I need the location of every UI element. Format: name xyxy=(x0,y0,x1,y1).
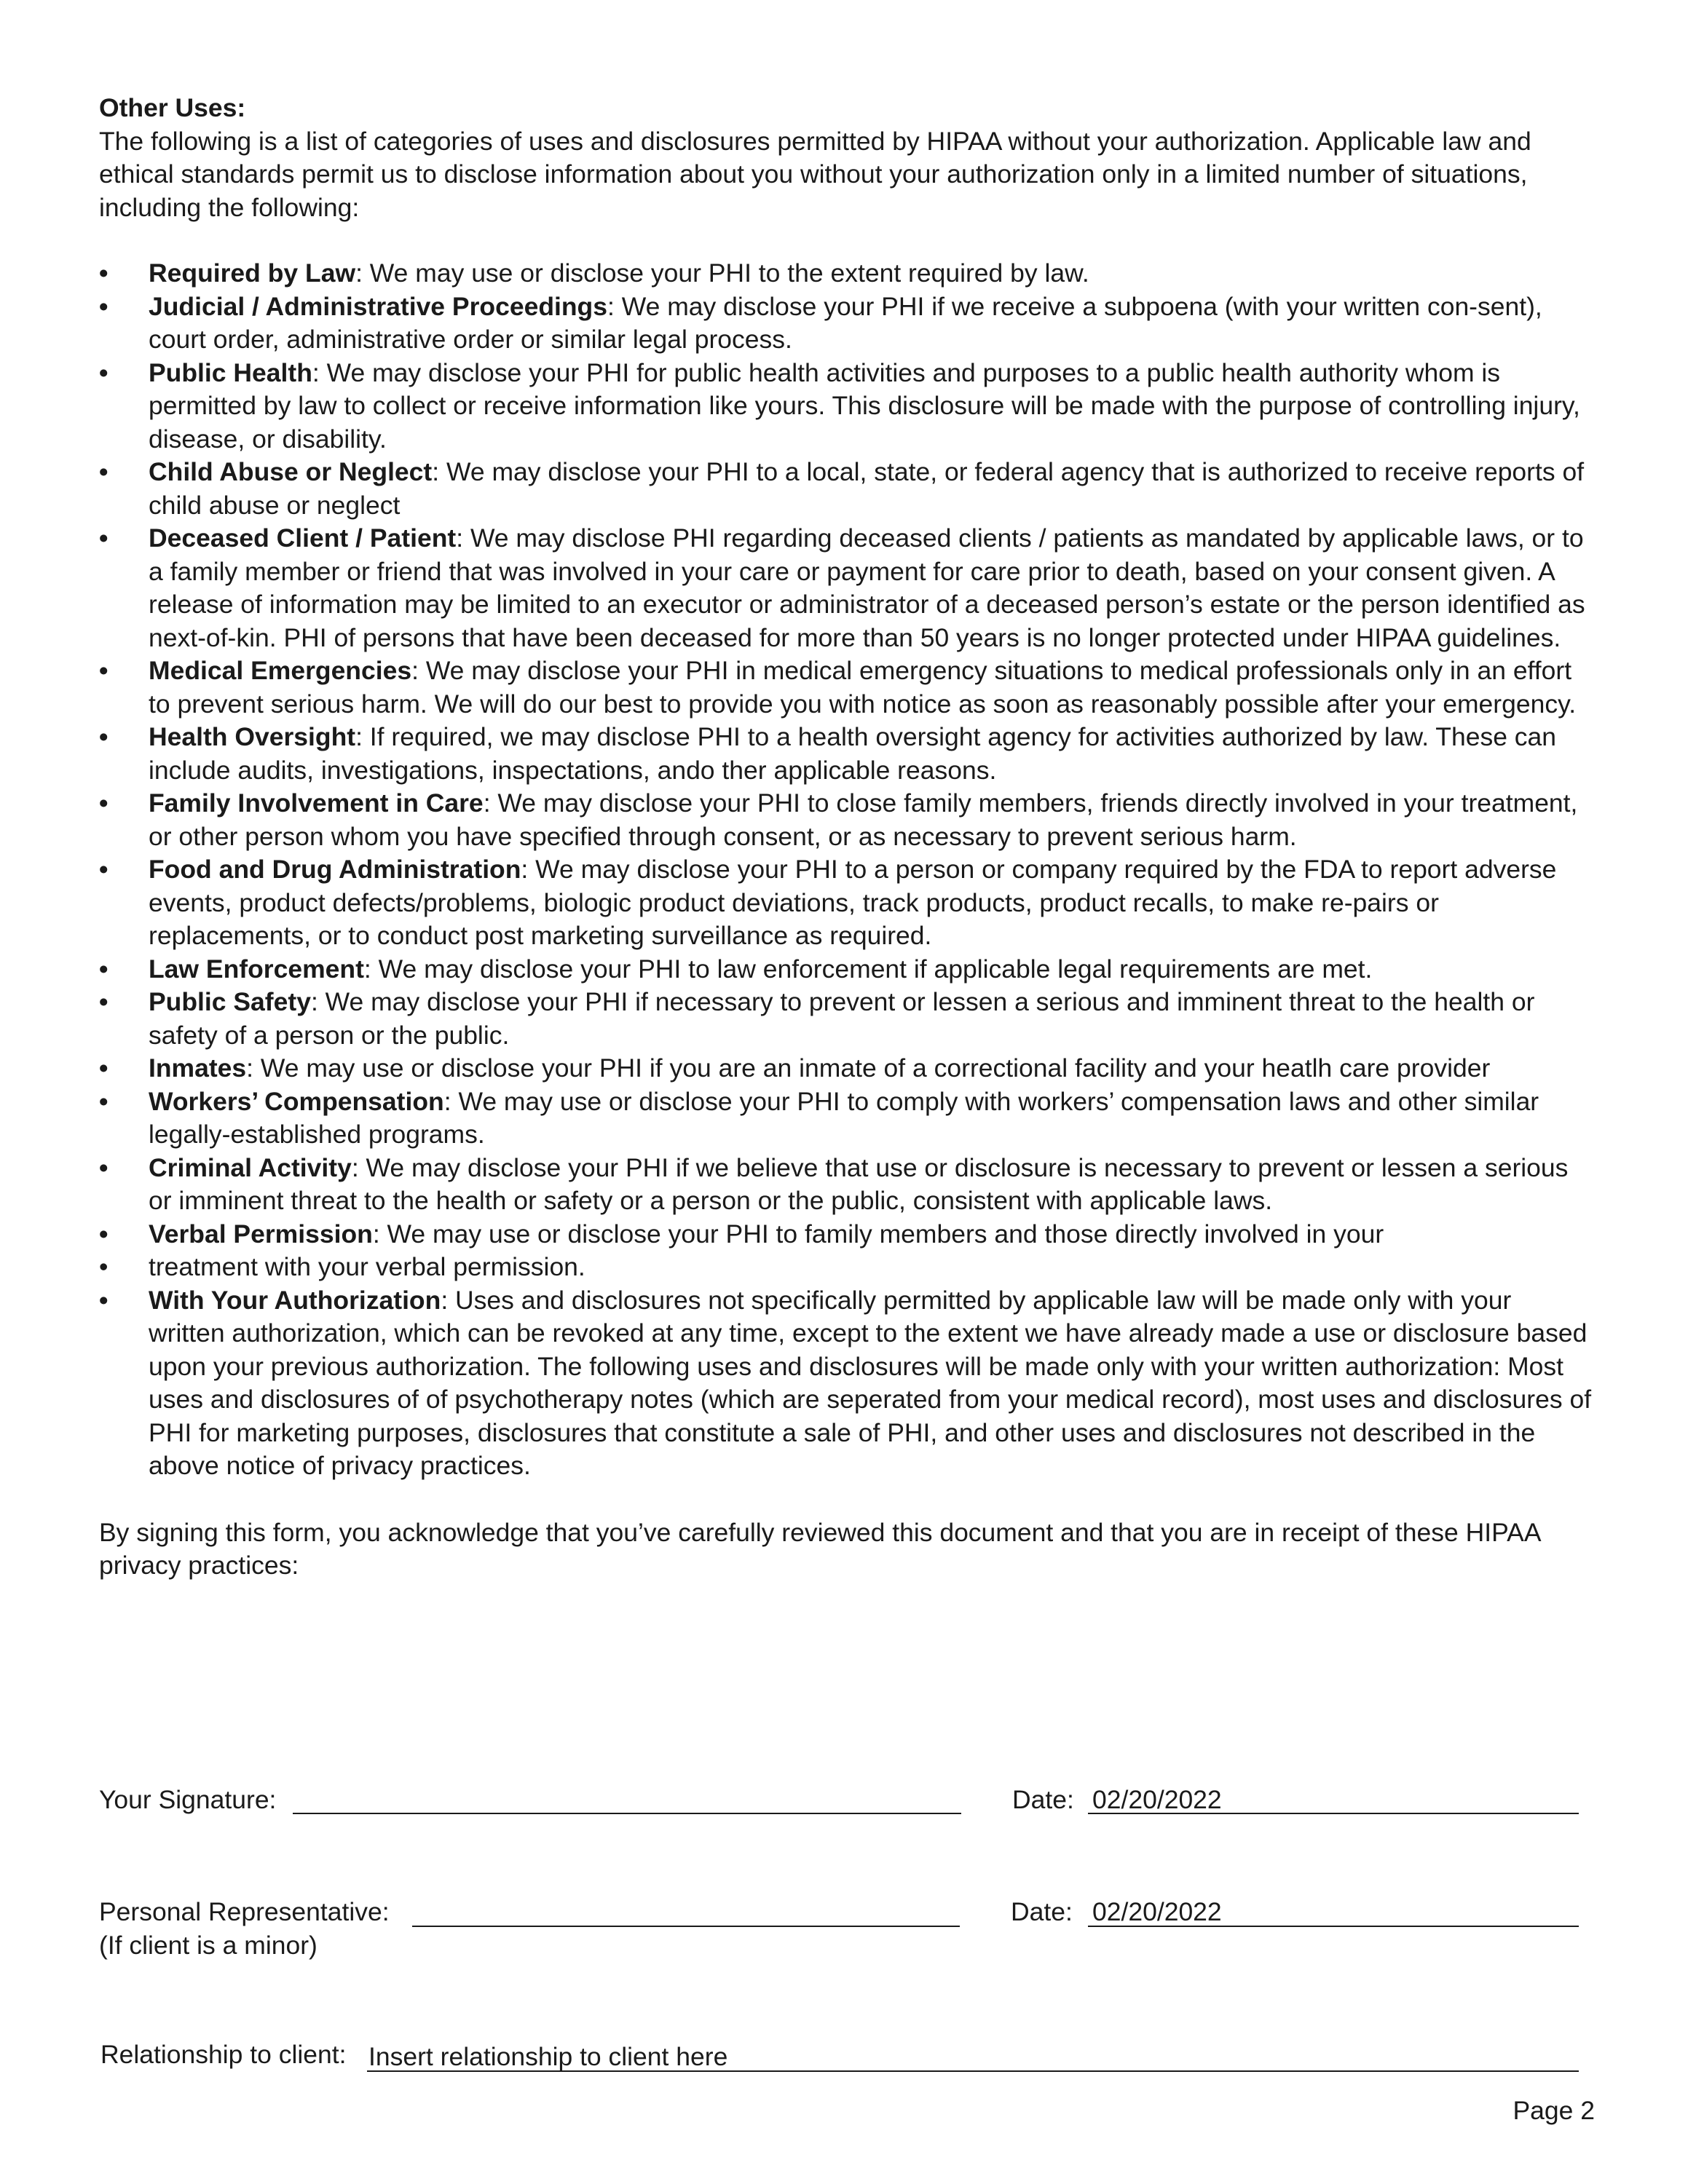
disclosure-term: Food and Drug Administration xyxy=(149,855,521,884)
disclosure-item xyxy=(99,257,1592,290)
disclosure-description: : We may disclose your PHI to law enforcement if applicable legal requirements are met. xyxy=(363,954,1373,984)
representative-note: (If client is a minor) xyxy=(99,1931,318,1960)
bullet-marker: • xyxy=(99,788,109,818)
disclosure-item xyxy=(99,1251,1592,1284)
your-signature-label: Your Signature: xyxy=(99,1785,277,1814)
bullet-marker: • xyxy=(99,357,109,387)
disclosure-term: Medical Emergencies xyxy=(149,656,412,685)
disclosure-item xyxy=(99,986,1592,1052)
disclosure-description: : Uses and disclosures not specifically permitted by applicable law will be made only with your written authorization, which can be revoked at any time, except to the extent we have already made a use or disclosure based upon your previous authorization. The following uses and disclosures will be made only with your written authorization: Most uses and disclosures of of psychotherapy notes (which are seperated from your medical record), most uses and disclosures of PHI for marketing purposes, disclosures that constitute a sale of PHI, and other uses and disclosures not described in the above notice of privacy practices. xyxy=(149,1285,1592,1480)
disclosure-term: Public Safety xyxy=(149,987,311,1016)
disclosure-item xyxy=(99,1284,1592,1483)
signature-date-field[interactable]: 02/20/2022 xyxy=(1092,1785,1222,1814)
disclosure-term: Judicial / Administrative Proceedings xyxy=(149,291,607,321)
page-number: Page 2 xyxy=(1513,2096,1595,2125)
signature-date-label: Date: xyxy=(1012,1785,1074,1814)
disclosure-term: Child Abuse or Neglect xyxy=(149,457,433,486)
disclosure-description: : We may disclose your PHI if we receive a subpoena (with your written con-sent), court order, administrative order or similar legal process. xyxy=(149,291,1542,354)
disclosure-description: treatment with your verbal permission. xyxy=(149,1252,585,1281)
disclosure-term: Law Enforcement xyxy=(149,954,364,984)
representative-date-field[interactable]: 02/20/2022 xyxy=(1092,1897,1222,1926)
section-heading: Other Uses: xyxy=(99,93,246,122)
disclosure-term: Required by Law xyxy=(149,258,356,288)
disclosure-description: : We may use or disclose your PHI to the extent required by law. xyxy=(355,258,1089,288)
disclosure-term: Health Oversight xyxy=(149,722,356,751)
disclosure-description: : We may disclose your PHI to a person or company required by the FDA to report adverse events, product defects/problems, biologic product deviations, track products, product recalls, to make re-pairs or replacements, or to conduct post marketing surveillance as required. xyxy=(149,855,1557,950)
disclosure-item xyxy=(99,522,1592,654)
disclosure-item xyxy=(99,290,1592,357)
disclosure-item xyxy=(99,853,1592,953)
disclosure-description: : We may disclose your PHI to a local, state, or federal agency that is authorized to receive reports of child abuse or neglect xyxy=(149,457,1585,520)
bullet-marker: • xyxy=(99,523,109,553)
disclosure-item xyxy=(99,654,1592,721)
bullet-marker: • xyxy=(99,457,109,486)
disclosure-term: Family Involvement in Care xyxy=(149,788,484,818)
section-intro: The following is a list of categories of uses and disclosures permitted by HIPAA without your authorization. Applicable law and ethical standards permit us to disclose information about you without your authorization only in a limited number of situations, including the following: xyxy=(99,126,1531,222)
bullet-marker: • xyxy=(99,1152,109,1182)
bullet-marker: • xyxy=(99,1086,109,1116)
bullet-marker: • xyxy=(99,1285,109,1315)
disclosure-list xyxy=(99,257,1592,1483)
relationship-field[interactable]: Insert relationship to client here xyxy=(368,2042,728,2071)
bullet-marker: • xyxy=(99,258,109,288)
disclosure-term: Inmates xyxy=(149,1053,247,1083)
disclosure-item xyxy=(99,1152,1592,1218)
disclosure-description: : We may use or disclose your PHI if you are an inmate of a correctional facility and your heatlh care provider xyxy=(246,1053,1491,1083)
disclosure-item xyxy=(99,1052,1592,1085)
disclosure-item xyxy=(99,1218,1592,1251)
bullet-marker: • xyxy=(99,1053,109,1083)
your-signature-line[interactable] xyxy=(293,1813,961,1814)
representative-label: Personal Representative: xyxy=(99,1897,390,1926)
disclosure-item xyxy=(99,1085,1592,1152)
bullet-marker: • xyxy=(99,987,109,1016)
disclosure-item xyxy=(99,456,1592,522)
disclosure-description: : We may use or disclose your PHI to comply with workers’ compensation laws and other similar legally-established programs. xyxy=(149,1086,1539,1149)
disclosure-item xyxy=(99,787,1592,853)
bullet-marker: • xyxy=(99,954,109,984)
acknowledgement-text: By signing this form, you acknowledge that you’ve carefully reviewed this document and that you are in receipt of these HIPAA privacy practices: xyxy=(99,1517,1540,1580)
disclosure-description: : We may disclose your PHI for public health activities and purposes to a public health authority whom is permitted by law to collect or receive information like yours. This disclosure will be made with the purpose of controlling injury, disease, or disability. xyxy=(149,357,1580,454)
disclosure-term: Workers’ Compensation xyxy=(149,1086,444,1116)
disclosure-term: Public Health xyxy=(149,357,312,387)
disclosure-description: : We may disclose your PHI in medical emergency situations to medical professionals only in an effort to prevent serious harm. We will do our best to provide you with notice as soon as reasonably possible after your emergency. xyxy=(149,656,1577,719)
disclosure-description: : We may disclose your PHI if we believe that use or disclosure is necessary to prevent or lessen a serious or imminent threat to the health or safety or a person or the public, consistent with applicable laws. xyxy=(149,1152,1569,1215)
disclosure-description: : If required, we may disclose PHI to a health oversight agency for activities authorized by law. These can include audits, investigations, inspectations, ando ther applicable reasons. xyxy=(149,722,1557,785)
disclosure-description: : We may disclose your PHI if necessary to prevent or lessen a serious and imminent threat to the health or safety of a person or the public. xyxy=(149,987,1535,1050)
disclosure-item xyxy=(99,953,1592,986)
disclosure-term: Verbal Permission xyxy=(149,1219,373,1249)
disclosure-term: With Your Authorization xyxy=(149,1285,441,1315)
disclosure-term: Criminal Activity xyxy=(149,1152,352,1182)
representative-signature-line[interactable] xyxy=(412,1926,960,1927)
bullet-marker: • xyxy=(99,1219,109,1249)
relationship-label: Relationship to client: xyxy=(100,2040,347,2069)
bullet-marker: • xyxy=(99,855,109,884)
disclosure-term: Deceased Client / Patient xyxy=(149,523,457,553)
disclosure-description: : We may disclose your PHI to close family members, friends directly involved in your treatment, or other person whom you have specified through consent, or as necessary to prevent serious harm. xyxy=(149,788,1578,851)
disclosure-item xyxy=(99,721,1592,787)
disclosure-description: : We may use or disclose your PHI to family members and those directly involved in your xyxy=(372,1219,1384,1249)
bullet-marker: • xyxy=(99,656,109,685)
other-uses-section xyxy=(99,92,1592,1583)
disclosure-item xyxy=(99,357,1592,456)
bullet-marker: • xyxy=(99,722,109,751)
disclosure-description: : We may disclose PHI regarding deceased clients / patients as mandated by applicable laws, or to a family member or friend that was involved in your care or payment for care prior to death, based on your consent given. A release of information may be limited to an executor or administrator of a deceased person’s estate or the person identified as next-of-kin. PHI of persons that have been deceased for more than 50 years is no longer protected under HIPAA guidelines. xyxy=(149,523,1585,652)
bullet-marker: • xyxy=(99,1252,109,1281)
representative-date-label: Date: xyxy=(1011,1897,1073,1926)
bullet-marker: • xyxy=(99,291,109,321)
